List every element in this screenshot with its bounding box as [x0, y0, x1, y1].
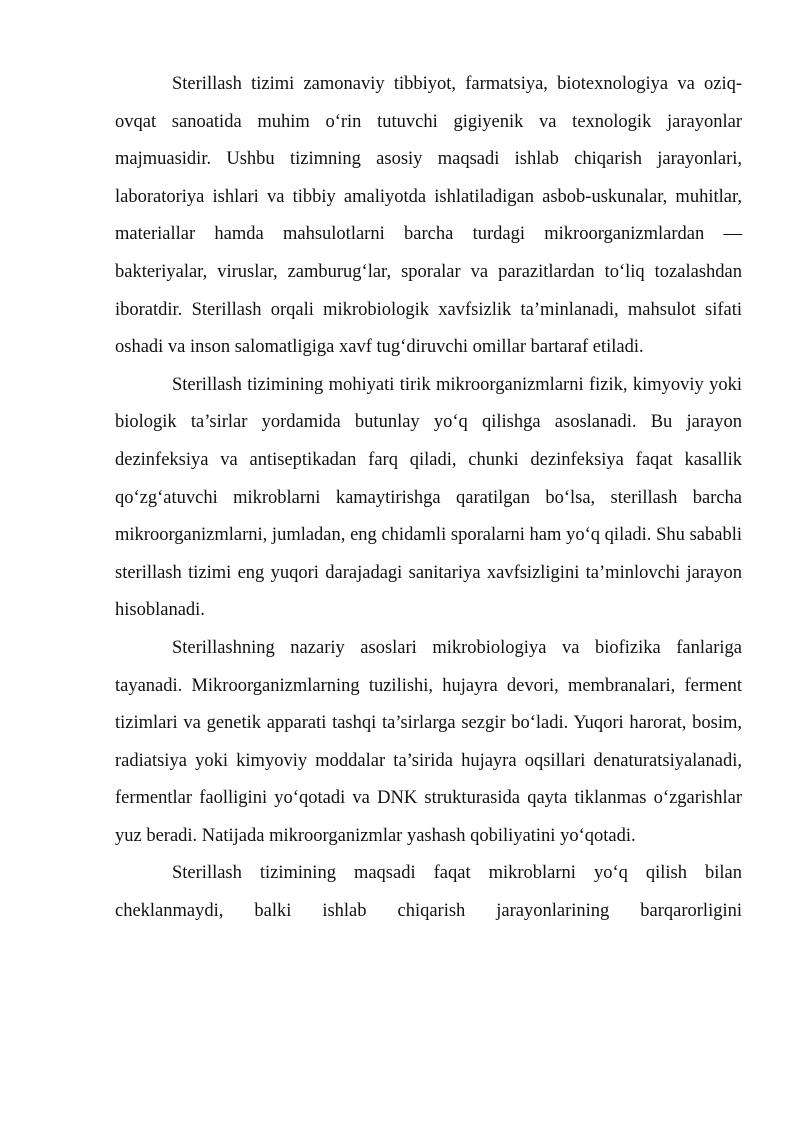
paragraph-sterilization-intro: Sterillash tizimi zamonaviy tibbiyot, farmatsiya, biotexnologiya va oziq-ovqat sanoatida muhim o‘rin tutuvchi gigiyenik va texnologik jarayonlar majmuasidir. Ushbu tizimning asosiy maqsadi ishlab chiqarish jarayonlari, laboratoriya ishlari va tibbiy amaliyotda ishlatiladigan asbob-uskunalar, muhitlar, materiallar hamda mahsulotlarni barcha turdagi mikroorganizmlardan — bakteriyalar, viruslar, zamburug‘lar, sporalar va parazitlardan to‘liq tozalashdan iboratdir. Sterillash orqali mikrobiologik xavfsizlik ta’minlanadi, mahsulot sifati oshadi va inson salomatligiga xavf tug‘diruvchi omillar bartaraf etiladi. [115, 74, 742, 358]
paragraph-sterilization-goal: Sterillash tizimining maqsadi faqat mikroblarni yo‘q qilish bilan cheklanmaydi, balki ishlab chiqarish jarayonlarining barqarorligini [115, 863, 742, 922]
document-page [115, 66, 742, 931]
paragraph-theoretical-basis: Sterillashning nazariy asoslari mikrobiologiya va biofizika fanlariga tayanadi. Mikroorganizmlarning tuzilishi, hujayra devori, membranalari, ferment tizimlari va genetik apparati tashqi ta’sirlarga sezgir bo‘ladi. Yuqori harorat, bosim, radiatsiya yoki kimyoviy moddalar ta’sirida hujayra oqsillari denaturatsiyalanadi, fermentlar faolligini yo‘qotadi va DNK strukturasida qayta tiklanmas o‘zgarishlar yuz beradi. Natijada mikroorganizmlar yashash qobiliyatini yo‘qotadi. [115, 637, 742, 846]
paragraph-sterilization-essence: Sterillash tizimining mohiyati tirik mikroorganizmlarni fizik, kimyoviy yoki biologik ta’sirlar yordamida butunlay yo‘q qilishga asoslanadi. Bu jarayon dezinfeksiya va antiseptikadan farq qiladi, chunki dezinfeksiya faqat kasallik qo‘zg‘atuvchi mikroblarni kamaytirishga qaratilgan bo‘lsa, sterillash barcha mikroorganizmlarni, jumladan, eng chidamli sporalarni ham yo‘q qiladi. Shu sababli sterillash tizimi eng yuqori darajadagi sanitariya xavfsizligini ta’minlovchi jarayon hisoblanadi. [115, 374, 742, 621]
